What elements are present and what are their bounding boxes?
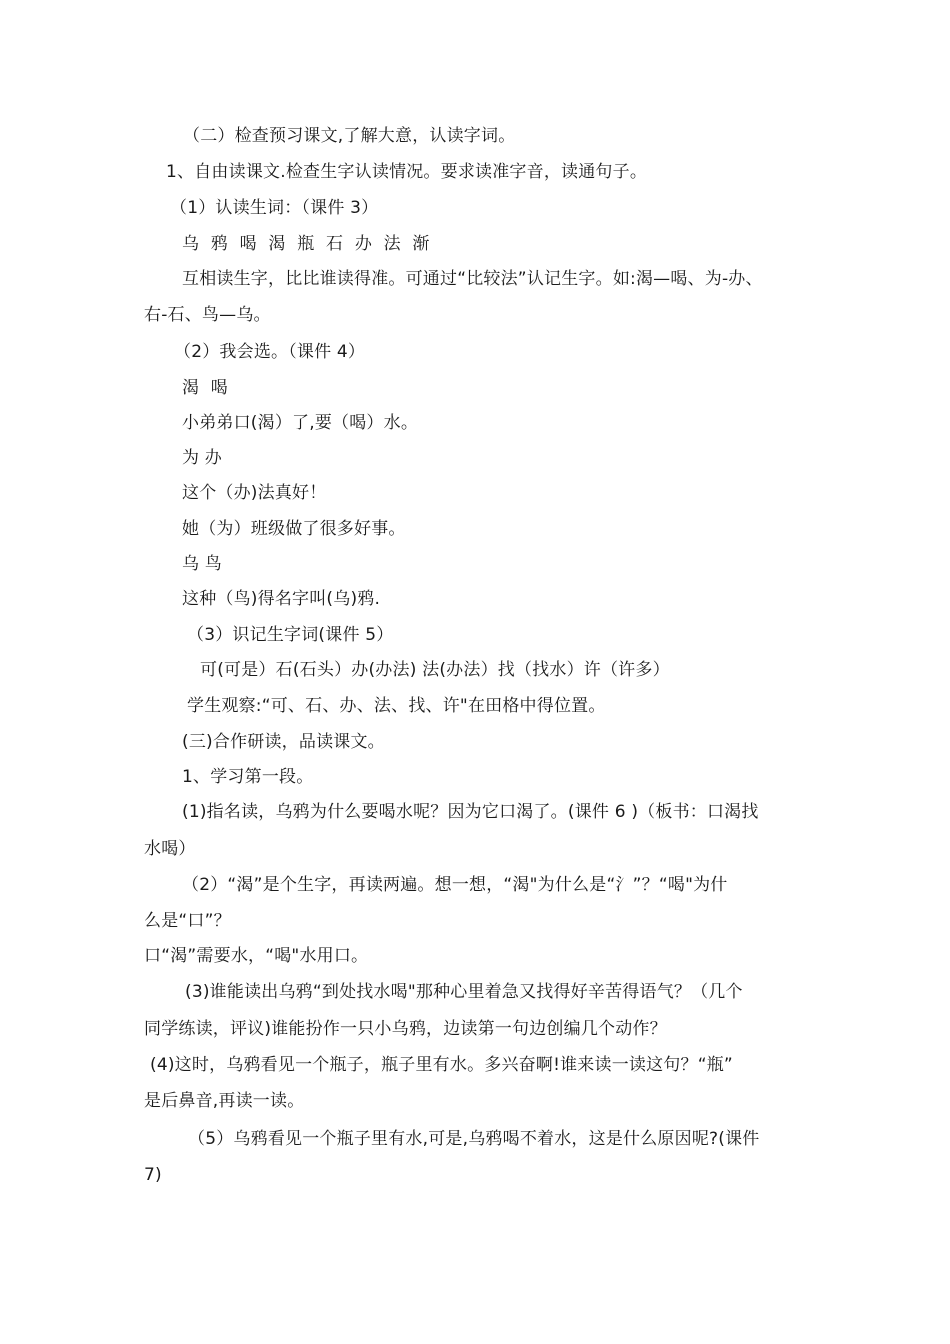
sub-step-3-heading: （3）识记生字词(课件 5） <box>187 625 394 645</box>
choice-pair: 乌 鸟 <box>182 554 223 574</box>
paragraph-line: 互相读生字，比比谁读得准。可通过“比较法”认记生字。如:渴—喝、为-办、 <box>182 269 763 289</box>
choice-pair: 为 办 <box>182 448 223 468</box>
paragraph-line: （5）乌鸦看见一个瓶子里有水,可是,乌鸦喝不着水，这是什么原因呢?(课件 <box>188 1129 760 1149</box>
paragraph-line: 么是“口”？ <box>144 911 231 931</box>
paragraph-line: 是后鼻音,再读一读。 <box>144 1091 305 1111</box>
paragraph-line: (3)谁能读出乌鸦“到处找水喝"那种心里着急又找得好辛苦得语气？（几个 <box>185 982 743 1002</box>
example-sentence: 这个（办)法真好！ <box>182 483 327 503</box>
paragraph-line: (4)这时，乌鸦看见一个瓶子，瓶子里有水。多兴奋啊!谁来读一读这句？“瓶” <box>150 1055 733 1075</box>
choice-pair: 渴 喝 <box>182 378 229 398</box>
paragraph-line: (1)指名读，乌鸦为什么要喝水呢？因为它口渴了。(课件 6 )（板书：口渴找 <box>182 802 759 822</box>
paragraph-line: 学生观察:“可、石、办、法、找、许"在田格中得位置。 <box>187 696 606 716</box>
example-sentence: 她（为）班级做了很多好事。 <box>182 519 406 539</box>
section-heading-3: (三)合作研读，品读课文。 <box>182 732 385 752</box>
sub-step-1-heading: （1）认读生词：（课件 3） <box>170 198 379 218</box>
paragraph-line: 口“渴”需要水，“喝"水用口。 <box>144 946 369 966</box>
paragraph-line: 右-石、鸟—乌。 <box>144 305 271 325</box>
paragraph-line: 7) <box>144 1165 162 1185</box>
vocabulary-list: 乌 鸦 喝 渴 瓶 石 办 法 渐 <box>182 234 430 254</box>
step-1-heading: 1、自由读课文.检查生字认读情况。要求读准字音，读通句子。 <box>166 162 648 182</box>
paragraph-line: （2）“渴”是个生字，再读两遍。想一想，“渴"为什么是“氵”？“喝"为什 <box>182 875 728 895</box>
example-sentence: 这种（鸟)得名字叫(乌)鸦. <box>182 589 381 609</box>
word-list: 可(可是）石(石头）办(办法) 法(办法）找（找水）许（许多） <box>200 660 670 680</box>
paragraph-line: 同学练读，评议)谁能扮作一只小乌鸦，边读第一句边创编几个动作？ <box>144 1019 667 1039</box>
section-heading-2: （二）检查预习课文,了解大意，认读字词。 <box>183 126 516 146</box>
paragraph-line: 水喝） <box>144 839 196 859</box>
step-heading: 1、学习第一段。 <box>182 767 314 787</box>
example-sentence: 小弟弟口(渴）了,要（喝）水。 <box>182 413 419 433</box>
sub-step-2-heading: （2）我会选。（课件 4） <box>174 342 366 362</box>
